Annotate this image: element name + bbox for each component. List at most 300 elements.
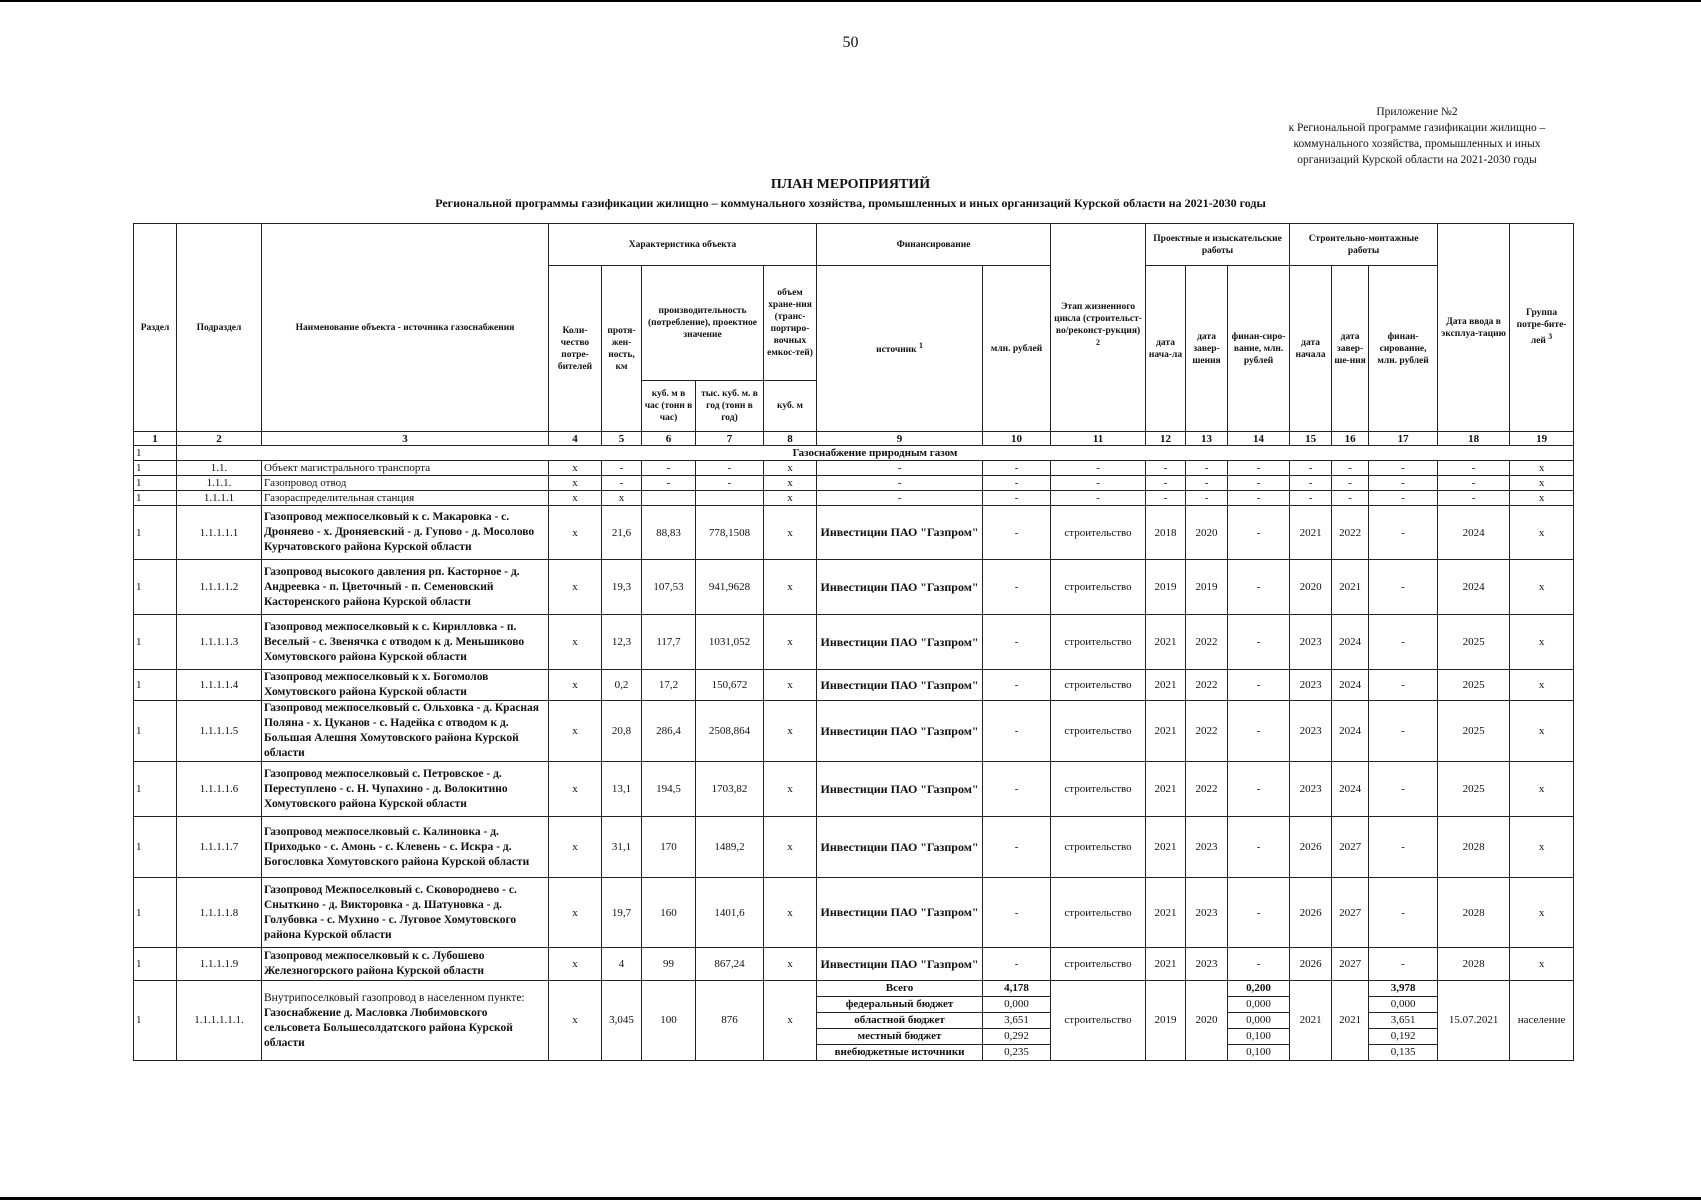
table-row bbox=[134, 615, 1574, 670]
cell-c7: 150,672 bbox=[696, 670, 764, 701]
header-date-start: дата нача-ла bbox=[1146, 266, 1186, 432]
cell-c16: 2024 bbox=[1332, 670, 1369, 701]
cell-c15: - bbox=[1290, 461, 1332, 476]
cell-c9: Инвестиции ПАО "Газпром" bbox=[817, 948, 983, 981]
cell-c2: 1.1.1.1.8 bbox=[177, 878, 262, 948]
header-characteristics: Характеристика объекта bbox=[549, 224, 817, 266]
cell-c3: Газопровод высокого давления рп. Касторное - д. Андреевка - п. Цветочный - п. Семеновский Касторенского района Курской области bbox=[262, 560, 549, 615]
cell-c3: Газопровод межпоселковый к с. Лубошево Железногорского района Курской области bbox=[262, 948, 549, 981]
col-number: 2 bbox=[177, 432, 262, 446]
cell-c9: Инвестиции ПАО "Газпром" bbox=[817, 817, 983, 878]
fin-mln: 0,235 bbox=[983, 1045, 1051, 1061]
cell-c15: 2023 bbox=[1290, 701, 1332, 762]
cell-c17: - bbox=[1369, 560, 1438, 615]
cell-c15: - bbox=[1290, 476, 1332, 491]
cell-c9: - bbox=[817, 491, 983, 506]
cell-c11: строительство bbox=[1051, 762, 1146, 817]
page-number: 50 bbox=[842, 34, 859, 51]
cell-c10: - bbox=[983, 701, 1051, 762]
cell-c10: - bbox=[983, 817, 1051, 878]
header-razdel: Раздел bbox=[134, 224, 177, 432]
col-number: 11 bbox=[1051, 432, 1146, 446]
cell-c18: 2025 bbox=[1438, 670, 1510, 701]
cell-c14: - bbox=[1228, 878, 1290, 948]
cell-c1: 1 bbox=[134, 701, 177, 762]
cell-c17: - bbox=[1369, 670, 1438, 701]
cell-c5: 21,6 bbox=[602, 506, 642, 560]
cell-c18: 15.07.2021 bbox=[1438, 981, 1510, 1061]
cell-c14: - bbox=[1228, 491, 1290, 506]
document-subtitle: Региональной программы газификации жилищно – коммунального хозяйства, промышленных и иных организаций Курской области на 2021-2030 годы bbox=[435, 196, 1266, 210]
header-length: протя-жен-ность, км bbox=[602, 266, 642, 432]
fin-design: 0,100 bbox=[1228, 1045, 1290, 1061]
cell-c6: 170 bbox=[642, 817, 696, 878]
cell-c10: - bbox=[983, 491, 1051, 506]
fin-source-label: областной бюджет bbox=[817, 1013, 983, 1029]
fin-constr: 3,978 bbox=[1369, 981, 1438, 997]
cell-c18: - bbox=[1438, 476, 1510, 491]
cell-c1: 1 bbox=[134, 506, 177, 560]
table-row bbox=[134, 948, 1574, 981]
cell-c18: 2024 bbox=[1438, 560, 1510, 615]
cell-c10: - bbox=[983, 560, 1051, 615]
cell-c4: х bbox=[549, 476, 602, 491]
cell-c13: 2023 bbox=[1186, 878, 1228, 948]
header-date-end: дата завер-шения bbox=[1186, 266, 1228, 432]
cell-c1: 1 bbox=[134, 762, 177, 817]
cell-c4: х bbox=[549, 981, 602, 1061]
cell-c9: Инвестиции ПАО "Газпром" bbox=[817, 762, 983, 817]
cell-c14: - bbox=[1228, 670, 1290, 701]
cell-c7: 2508,864 bbox=[696, 701, 764, 762]
cell-c15: 2021 bbox=[1290, 506, 1332, 560]
cell-c4: х bbox=[549, 506, 602, 560]
col-number: 10 bbox=[983, 432, 1051, 446]
cell-c6: 117,7 bbox=[642, 615, 696, 670]
header-cap-year: тыс. куб. м. в год (тонн в год) bbox=[696, 381, 764, 432]
cell-c7: 778,1508 bbox=[696, 506, 764, 560]
cell-c19: х bbox=[1510, 476, 1574, 491]
table-row bbox=[134, 981, 1574, 997]
cell-c8: х bbox=[764, 981, 817, 1061]
cell-c13: 2020 bbox=[1186, 506, 1228, 560]
cell-c12: 2021 bbox=[1146, 878, 1186, 948]
table-row bbox=[134, 762, 1574, 817]
cell-c14: - bbox=[1228, 560, 1290, 615]
cell-c10: - bbox=[983, 762, 1051, 817]
cell-c11: строительство bbox=[1051, 670, 1146, 701]
cell-c6: 160 bbox=[642, 878, 696, 948]
col-number: 4 bbox=[549, 432, 602, 446]
col-number: 18 bbox=[1438, 432, 1510, 446]
header-consumer-group: Группа потре-бите-лей $^3$ bbox=[1510, 224, 1574, 432]
cell-c3: Газопровод межпоселковый с. Ольховка - д. Красная Поляна - х. Цуканов - с. Надейка с отводом к д. Большая Алешня Хомутовского района Курской области bbox=[262, 701, 549, 762]
cell-c4: х bbox=[549, 878, 602, 948]
cell-c17: - bbox=[1369, 506, 1438, 560]
cell-c11: строительство bbox=[1051, 701, 1146, 762]
cell-c18: 2028 bbox=[1438, 948, 1510, 981]
cell-c19: х bbox=[1510, 615, 1574, 670]
cell-c4: х bbox=[549, 615, 602, 670]
cell-c15: 2023 bbox=[1290, 615, 1332, 670]
cell-c11: - bbox=[1051, 491, 1146, 506]
fin-mln: 4,178 bbox=[983, 981, 1051, 997]
cell-c3: Газопровод межпоселковый к с. Кирилловка - п. Веселый - с. Звенячка с отводом к д. Меньшиково Хомутовского района Курской области bbox=[262, 615, 549, 670]
cell-c4: х bbox=[549, 461, 602, 476]
fin-constr: 0,000 bbox=[1369, 997, 1438, 1013]
cell-c9: Инвестиции ПАО "Газпром" bbox=[817, 560, 983, 615]
cell-c12: 2021 bbox=[1146, 762, 1186, 817]
cell-c6: 107,53 bbox=[642, 560, 696, 615]
cell-c8: х bbox=[764, 817, 817, 878]
col-number: 19 bbox=[1510, 432, 1574, 446]
header-mln-rub: млн. рублей bbox=[983, 266, 1051, 432]
cell-c16: 2021 bbox=[1332, 560, 1369, 615]
fin-design: 0,200 bbox=[1228, 981, 1290, 997]
cell-c2: 1.1. bbox=[177, 461, 262, 476]
cell-c11: строительство bbox=[1051, 615, 1146, 670]
cell-c5: 20,8 bbox=[602, 701, 642, 762]
fin-design: 0,100 bbox=[1228, 1029, 1290, 1045]
cell-c5: - bbox=[602, 476, 642, 491]
cell-c8: х bbox=[764, 948, 817, 981]
cell-c15: 2021 bbox=[1290, 981, 1332, 1061]
cell-c3: Объект магистрального транспорта bbox=[262, 461, 549, 476]
cell-c11: строительство bbox=[1051, 981, 1146, 1061]
cell-c13: 2022 bbox=[1186, 670, 1228, 701]
fin-design: 0,000 bbox=[1228, 1013, 1290, 1029]
cell-c10: - bbox=[983, 670, 1051, 701]
cell-c6: 286,4 bbox=[642, 701, 696, 762]
cell-c14: - bbox=[1228, 701, 1290, 762]
cell-c9: - bbox=[817, 476, 983, 491]
cell-c1: 1 bbox=[134, 981, 177, 1061]
cell-c17: - bbox=[1369, 817, 1438, 878]
table-row bbox=[134, 701, 1574, 762]
cell-c19: х bbox=[1510, 560, 1574, 615]
cell-c15: - bbox=[1290, 491, 1332, 506]
cell-c9: - bbox=[817, 461, 983, 476]
cell-c6: - bbox=[642, 476, 696, 491]
header-volume: объем хране-ния (транс-портиро-вочных емкос-тей) bbox=[764, 266, 817, 381]
cell-c9: Инвестиции ПАО "Газпром" bbox=[817, 615, 983, 670]
cell-c4: х bbox=[549, 491, 602, 506]
fin-constr: 0,192 bbox=[1369, 1029, 1438, 1045]
cell-c8: х bbox=[764, 506, 817, 560]
cell-c5: 19,3 bbox=[602, 560, 642, 615]
cell-c7: 1401,6 bbox=[696, 878, 764, 948]
cell-c19: население bbox=[1510, 981, 1574, 1061]
cell-c11: - bbox=[1051, 461, 1146, 476]
cell-c13: 2022 bbox=[1186, 762, 1228, 817]
cell-c8: х bbox=[764, 701, 817, 762]
cell-c11: строительство bbox=[1051, 506, 1146, 560]
cell-c10: - bbox=[983, 878, 1051, 948]
cell-c18: 2028 bbox=[1438, 878, 1510, 948]
header-fin-design: финан-сиро-вание, млн. рублей bbox=[1228, 266, 1290, 432]
cell-c16: - bbox=[1332, 491, 1369, 506]
cell-c12: 2021 bbox=[1146, 817, 1186, 878]
plan-table bbox=[133, 223, 1574, 1061]
col-number: 9 bbox=[817, 432, 983, 446]
cell-c1: 1 bbox=[134, 476, 177, 491]
cell-c15: 2026 bbox=[1290, 817, 1332, 878]
cell-c16: 2027 bbox=[1332, 878, 1369, 948]
cell-c13: - bbox=[1186, 476, 1228, 491]
cell-c19: х bbox=[1510, 817, 1574, 878]
cell-c1: 1 bbox=[134, 491, 177, 506]
cell-c15: 2026 bbox=[1290, 878, 1332, 948]
header-fin-constr: финан-сирование, млн. рублей bbox=[1369, 266, 1438, 432]
cell-c17: - bbox=[1369, 948, 1438, 981]
fin-mln: 0,000 bbox=[983, 997, 1051, 1013]
header-construction-works: Строительно-монтажные работы bbox=[1290, 224, 1438, 266]
cell-c2: 1.1.1.1.6 bbox=[177, 762, 262, 817]
cell-c4: х bbox=[549, 670, 602, 701]
cell-c2: 1.1.1.1.7 bbox=[177, 817, 262, 878]
column-number-row bbox=[134, 432, 1574, 446]
header-financing: Финансирование bbox=[817, 224, 1051, 266]
cell-c15: 2020 bbox=[1290, 560, 1332, 615]
cell-c12: 2021 bbox=[1146, 948, 1186, 981]
cell-c17: - bbox=[1369, 762, 1438, 817]
cell-c2: 1.1.1.1.9 bbox=[177, 948, 262, 981]
cell-c5: - bbox=[602, 461, 642, 476]
cell-c14: - bbox=[1228, 506, 1290, 560]
cell-c17: - bbox=[1369, 476, 1438, 491]
header-date-start-constr: дата начала bbox=[1290, 266, 1332, 432]
col-number: 1 bbox=[134, 432, 177, 446]
cell-c13: - bbox=[1186, 461, 1228, 476]
header-date-end-constr: дата завер-ше-ния bbox=[1332, 266, 1369, 432]
col-number: 8 bbox=[764, 432, 817, 446]
cell-c12: - bbox=[1146, 491, 1186, 506]
appendix-line: Приложение №2 bbox=[1376, 106, 1458, 118]
cell-c5: 13,1 bbox=[602, 762, 642, 817]
cell-c7: - bbox=[696, 461, 764, 476]
cell-c17: - bbox=[1369, 878, 1438, 948]
cell-c7: 1031,052 bbox=[696, 615, 764, 670]
cell-c7 bbox=[696, 491, 764, 506]
cell-c14: - bbox=[1228, 461, 1290, 476]
col-number: 7 bbox=[696, 432, 764, 446]
table-row bbox=[134, 476, 1574, 491]
appendix-line: организаций Курской области на 2021-2030 годы bbox=[1297, 154, 1537, 166]
cell-c1: 1 bbox=[134, 670, 177, 701]
cell-c2: 1.1.1.1 bbox=[177, 491, 262, 506]
cell-c16: 2027 bbox=[1332, 817, 1369, 878]
table-body bbox=[134, 432, 1574, 1061]
cell-c5: 31,1 bbox=[602, 817, 642, 878]
document-title: ПЛАН МЕРОПРИЯТИЙ bbox=[770, 177, 931, 192]
cell-c19: х bbox=[1510, 491, 1574, 506]
cell-c9: Инвестиции ПАО "Газпром" bbox=[817, 878, 983, 948]
cell-c12: 2019 bbox=[1146, 981, 1186, 1061]
cell-c13: - bbox=[1186, 491, 1228, 506]
fin-constr: 3,651 bbox=[1369, 1013, 1438, 1029]
cell-c10: - bbox=[983, 615, 1051, 670]
table-row bbox=[134, 491, 1574, 506]
header-vol-unit: куб. м bbox=[764, 381, 817, 432]
cell-c10: - bbox=[983, 461, 1051, 476]
cell-c11: - bbox=[1051, 476, 1146, 491]
cell-c11: строительство bbox=[1051, 878, 1146, 948]
cell-c8: х bbox=[764, 878, 817, 948]
cell-c6: - bbox=[642, 461, 696, 476]
cell-c5: 4 bbox=[602, 948, 642, 981]
table-row bbox=[134, 506, 1574, 560]
cell-c19: х bbox=[1510, 670, 1574, 701]
fin-constr: 0,135 bbox=[1369, 1045, 1438, 1061]
cell-c8: х bbox=[764, 461, 817, 476]
cell-c13: 2019 bbox=[1186, 560, 1228, 615]
section-number: 1 bbox=[134, 446, 177, 461]
cell-c8: х bbox=[764, 762, 817, 817]
cell-c2: 1.1.1.1.2 bbox=[177, 560, 262, 615]
cell-c12: 2021 bbox=[1146, 670, 1186, 701]
header-podrazdel: Подраздел bbox=[177, 224, 262, 432]
cell-c9: Инвестиции ПАО "Газпром" bbox=[817, 506, 983, 560]
cell-c15: 2023 bbox=[1290, 762, 1332, 817]
table-row bbox=[134, 878, 1574, 948]
cell-c8: х bbox=[764, 491, 817, 506]
col-number: 17 bbox=[1369, 432, 1438, 446]
cell-c2: 1.1.1.1.5 bbox=[177, 701, 262, 762]
cell-c10: - bbox=[983, 476, 1051, 491]
cell-c7: 941,9628 bbox=[696, 560, 764, 615]
cell-c13: 2023 bbox=[1186, 817, 1228, 878]
cell-c2: 1.1.1. bbox=[177, 476, 262, 491]
cell-c12: - bbox=[1146, 461, 1186, 476]
cell-c18: - bbox=[1438, 491, 1510, 506]
cell-c8: х bbox=[764, 560, 817, 615]
cell-c3: Газопровод межпоселковый с. Петровское - д. Переступлено - с. Н. Чупахино - д. Волокитино Хомутовского района Курской области bbox=[262, 762, 549, 817]
cell-c19: х bbox=[1510, 948, 1574, 981]
cell-c5: 12,3 bbox=[602, 615, 642, 670]
cell-c2: 1.1.1.1.3 bbox=[177, 615, 262, 670]
cell-c12: 2018 bbox=[1146, 506, 1186, 560]
cell-c7: 876 bbox=[696, 981, 764, 1061]
fin-source-label: федеральный бюджет bbox=[817, 997, 983, 1013]
cell-c18: - bbox=[1438, 461, 1510, 476]
cell-c1: 1 bbox=[134, 461, 177, 476]
cell-c16: 2022 bbox=[1332, 506, 1369, 560]
cell-c19: х bbox=[1510, 878, 1574, 948]
cell-c2: 1.1.1.1.4 bbox=[177, 670, 262, 701]
header-design-works: Проектные и изыскательские работы bbox=[1146, 224, 1290, 266]
cell-c12: 2021 bbox=[1146, 701, 1186, 762]
cell-c18: 2025 bbox=[1438, 762, 1510, 817]
section-title: Газоснабжение природным газом bbox=[177, 446, 1574, 461]
fin-source-label: внебюджетные источники bbox=[817, 1045, 983, 1061]
cell-c10: - bbox=[983, 506, 1051, 560]
cell-c3: Газопровод межпоселковый к х. Богомолов Хомутовского района Курской области bbox=[262, 670, 549, 701]
cell-c11: строительство bbox=[1051, 817, 1146, 878]
cell-c13: 2022 bbox=[1186, 615, 1228, 670]
cell-c14: - bbox=[1228, 817, 1290, 878]
cell-c19: х bbox=[1510, 506, 1574, 560]
cell-c5: х bbox=[602, 491, 642, 506]
cell-c19: х bbox=[1510, 701, 1574, 762]
header-capacity: производительность (потребление), проектное значение bbox=[642, 266, 764, 381]
cell-c1: 1 bbox=[134, 878, 177, 948]
cell-c13: 2023 bbox=[1186, 948, 1228, 981]
col-number: 6 bbox=[642, 432, 696, 446]
table-header bbox=[134, 224, 1574, 432]
cell-c6: 88,83 bbox=[642, 506, 696, 560]
cell-c1: 1 bbox=[134, 560, 177, 615]
col-number: 12 bbox=[1146, 432, 1186, 446]
table-row bbox=[134, 817, 1574, 878]
cell-c17: - bbox=[1369, 461, 1438, 476]
cell-c2: 1.1.1.1.1.1. bbox=[177, 981, 262, 1061]
fin-source-label: местный бюджет bbox=[817, 1029, 983, 1045]
col-number: 16 bbox=[1332, 432, 1369, 446]
cell-c6: 99 bbox=[642, 948, 696, 981]
cell-c5: 19,7 bbox=[602, 878, 642, 948]
cell-c3 bbox=[262, 981, 549, 1061]
section-row bbox=[134, 446, 1574, 461]
cell-c3: Газопровод межпоселковый с. Калиновка - д. Приходько - с. Амонь - с. Клевень - с. Искра - д. Богословка Хомутовского района Курской области bbox=[262, 817, 549, 878]
cell-c4: х bbox=[549, 762, 602, 817]
header-name: Наименование объекта - источника газоснабжения bbox=[262, 224, 549, 432]
cell-c5: 0,2 bbox=[602, 670, 642, 701]
cell-c16: - bbox=[1332, 476, 1369, 491]
cell-c11: строительство bbox=[1051, 560, 1146, 615]
cell-c16: 2024 bbox=[1332, 615, 1369, 670]
fin-design: 0,000 bbox=[1228, 997, 1290, 1013]
appendix-line: коммунального хозяйства, промышленных и иных bbox=[1293, 138, 1541, 150]
table-row bbox=[134, 560, 1574, 615]
cell-c19: х bbox=[1510, 461, 1574, 476]
table-row bbox=[134, 461, 1574, 476]
fin-source-label: Всего bbox=[817, 981, 983, 997]
fin-mln: 0,292 bbox=[983, 1029, 1051, 1045]
header-consumers: Коли-чество потре-бителей bbox=[549, 266, 602, 432]
cell-c9: Инвестиции ПАО "Газпром" bbox=[817, 670, 983, 701]
cell-c12: 2021 bbox=[1146, 615, 1186, 670]
cell-c2: 1.1.1.1.1 bbox=[177, 506, 262, 560]
cell-c14: - bbox=[1228, 615, 1290, 670]
cell-c16: 2027 bbox=[1332, 948, 1369, 981]
cell-c10: - bbox=[983, 948, 1051, 981]
table-row bbox=[134, 670, 1574, 701]
cell-c17: - bbox=[1369, 491, 1438, 506]
cell-c7: 1489,2 bbox=[696, 817, 764, 878]
header-source: источник $^1$ bbox=[817, 266, 983, 432]
cell-c17: - bbox=[1369, 701, 1438, 762]
cell-c3: Газораспределительная станция bbox=[262, 491, 549, 506]
cell-c8: х bbox=[764, 476, 817, 491]
cell-c1: 1 bbox=[134, 817, 177, 878]
cell-c6: 100 bbox=[642, 981, 696, 1061]
header-lifecycle: Этап жизненного цикла (строительст-во/реконст-рукция) $^2$ bbox=[1051, 224, 1146, 432]
col-number: 5 bbox=[602, 432, 642, 446]
cell-c4: х bbox=[549, 817, 602, 878]
cell-c1: 1 bbox=[134, 948, 177, 981]
cell-c6: 17,2 bbox=[642, 670, 696, 701]
object-name: Газоснабжение д. Масловка Любимовского сельсовета Большесолдатского района Курской области bbox=[264, 1006, 513, 1049]
col-number: 15 bbox=[1290, 432, 1332, 446]
cell-c4: х bbox=[549, 701, 602, 762]
appendix-line: к Региональной программе газификации жилищно – bbox=[1288, 122, 1546, 134]
cell-c14: - bbox=[1228, 476, 1290, 491]
cell-c8: х bbox=[764, 670, 817, 701]
cell-c7: 867,24 bbox=[696, 948, 764, 981]
object-intro: Внутрипоселковый газопровод в населенном пункте: bbox=[264, 991, 525, 1004]
cell-c13: 2022 bbox=[1186, 701, 1228, 762]
cell-c15: 2026 bbox=[1290, 948, 1332, 981]
